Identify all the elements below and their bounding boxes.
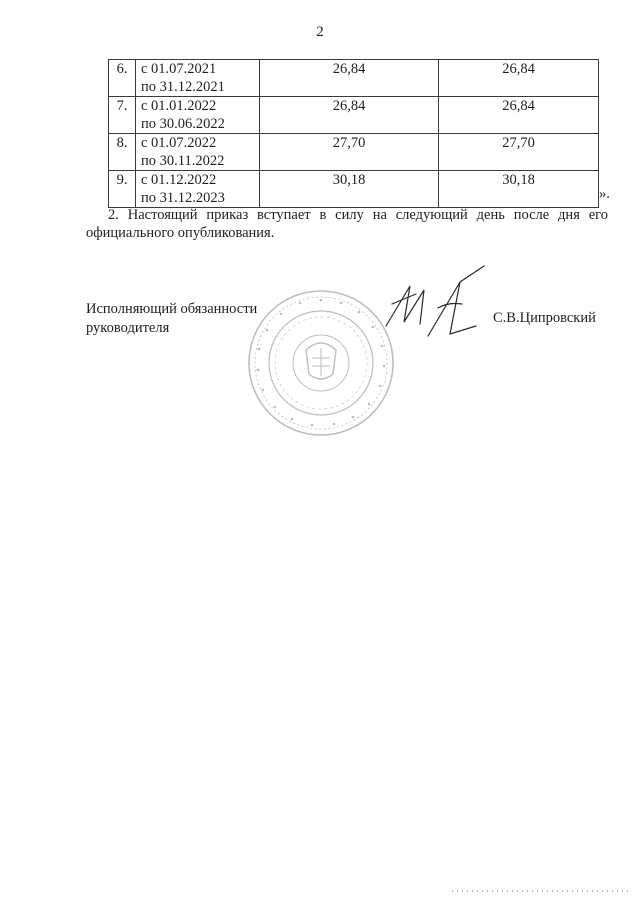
period-cell <box>136 134 260 171</box>
row-number: 6. <box>109 60 136 97</box>
period-cell <box>136 171 260 208</box>
row-number: 7. <box>109 97 136 134</box>
signatory-name: С.В.Ципровский <box>493 310 596 326</box>
period-cell <box>136 60 260 97</box>
period-to: по 31.12.2023 <box>141 190 225 206</box>
value-cell-2: 26,84 <box>439 97 599 134</box>
tariff-table <box>108 59 599 208</box>
value-cell-1: 26,84 <box>260 60 439 97</box>
value-cell-1: 30,18 <box>260 171 439 208</box>
official-round-seal-icon <box>246 288 396 438</box>
value-cell-2: 30,18 <box>439 171 599 208</box>
scan-edge-mark <box>452 888 632 894</box>
signatory-title-line-1: Исполняющий обязанности <box>86 301 258 317</box>
value-cell-2: 27,70 <box>439 134 599 171</box>
period-to: по 31.12.2021 <box>141 79 225 95</box>
row-number: 8. <box>109 134 136 171</box>
page-number: 2 <box>316 24 324 40</box>
period-from: с 01.07.2022 <box>141 135 217 151</box>
period-to: по 30.06.2022 <box>141 116 225 132</box>
value-cell-2: 26,84 <box>439 60 599 97</box>
period-to: по 30.11.2022 <box>141 153 225 169</box>
handwritten-signature-icon <box>380 264 490 346</box>
signatory-title-line-2: руководителя <box>86 320 170 336</box>
row-number: 9. <box>109 171 136 208</box>
table-row <box>109 97 599 134</box>
signatory-title <box>86 300 257 338</box>
period-from: с 01.07.2021 <box>141 61 217 77</box>
table-row <box>109 171 599 208</box>
period-from: с 01.01.2022 <box>141 98 217 114</box>
period-cell <box>136 97 260 134</box>
effective-date-paragraph: 2. Настоящий приказ вступает в силу на следующий день после дня его официального опубликования. <box>86 207 608 241</box>
value-cell-1: 26,84 <box>260 97 439 134</box>
period-from: с 01.12.2022 <box>141 172 217 188</box>
table-row <box>109 60 599 97</box>
closing-quote: ». <box>599 186 610 202</box>
table-row <box>109 134 599 171</box>
value-cell-1: 27,70 <box>260 134 439 171</box>
